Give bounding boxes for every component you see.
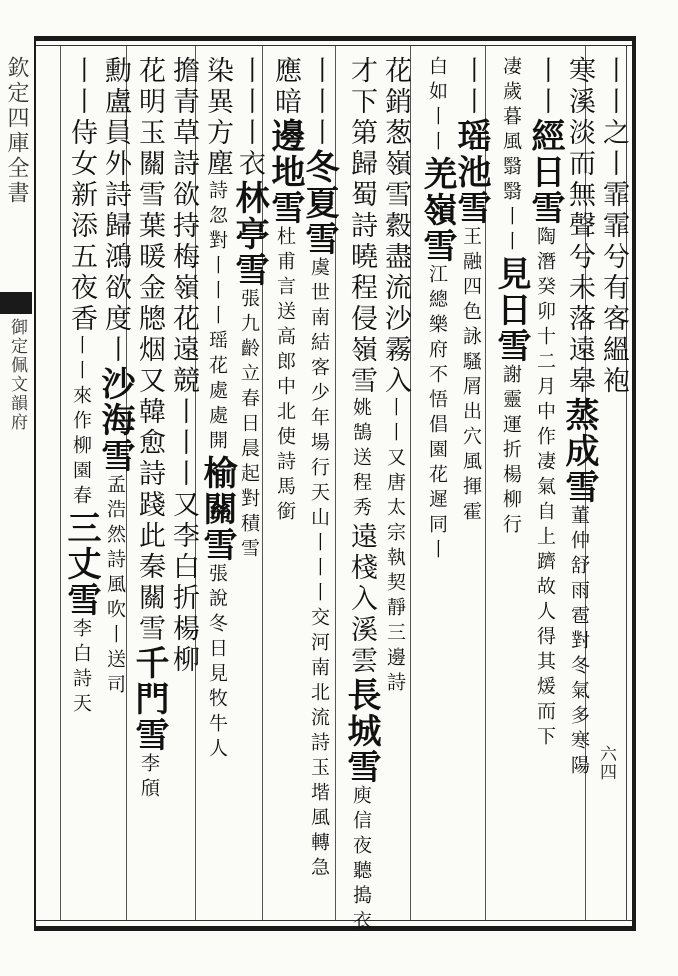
annotation-text: 詩玉堦風轉急: [308, 732, 330, 882]
entry-heading: 千門雪: [129, 645, 169, 753]
annotation-text: 姚鵠送程秀: [350, 397, 372, 522]
text-column: [342, 56, 380, 935]
body-text: 勳盧員外詩歸鴻欲度丨: [100, 56, 131, 366]
margin-book-title: 欽定四庫全書: [4, 56, 29, 206]
body-text: 染異方塵: [202, 56, 233, 180]
text-column: [492, 56, 530, 539]
frame-bottom-border: [34, 926, 636, 931]
frame-right-border: [632, 36, 636, 931]
text-column: [594, 56, 632, 397]
body-text: 寒溪淡而無聲兮未落遠皋: [564, 56, 595, 397]
text-column: [164, 56, 202, 676]
entry-heading: 邊地雪: [265, 118, 305, 226]
text-column: [266, 56, 304, 526]
annotation-text: 陶潛癸卯十二月中作凄: [534, 226, 556, 476]
entry-heading: 羌嶺雪: [417, 156, 457, 264]
annotation-text: 丨丨來作柳園春: [70, 335, 92, 510]
text-column: [198, 56, 236, 763]
annotation-text: 董仲舒雨雹對冬氣多寒陽: [568, 505, 590, 780]
annotation-text: 詩忽對丨丨丨瑶花處處開: [206, 180, 228, 455]
entry-heading: 蒸成雪: [559, 397, 599, 505]
body-text: 丨丨: [530, 56, 561, 118]
annotation-text: 虞世南結客少年場行天山丨丨丨交河南北流: [308, 257, 330, 732]
annotation-text: 李白詩天: [70, 618, 92, 718]
annotation-text: 江總樂府不悟倡園花遲同丨: [426, 264, 448, 564]
text-column: [560, 56, 598, 780]
body-text: 才下第歸蜀詩曉程侵嶺雪: [346, 56, 377, 397]
entry-heading: 冬夏雪: [299, 149, 339, 257]
annotation-text: 孟浩然詩風吹丨: [104, 474, 126, 649]
text-column: [376, 56, 414, 697]
frame-bottom-inner-line: [34, 920, 636, 921]
body-text: 丨丨侍女新添五夜香: [66, 56, 97, 335]
annotation-text: 張說冬日: [206, 563, 228, 663]
text-column: [526, 56, 564, 751]
column-rule: [60, 46, 61, 920]
body-text: 丨丨丨: [304, 56, 335, 149]
annotation-text: 凄歲暮風翳翳丨丨: [500, 56, 522, 256]
text-column: [418, 56, 456, 564]
page-number: 六四: [596, 745, 616, 781]
body-text: 應暗: [270, 56, 301, 118]
body-text: 丨丨之丨霏霏兮有客縕袍: [598, 56, 629, 397]
annotation-text: 庾信夜聽搗衣: [350, 785, 372, 935]
frame-left-border: [34, 36, 36, 931]
text-column: [62, 56, 100, 718]
text-column: [130, 56, 168, 803]
entry-heading: 經日雪: [525, 118, 565, 226]
body-text: 丨丨丨衣: [234, 56, 265, 180]
entry-heading: 林亭雪: [229, 180, 269, 288]
entry-heading: 瑶池雪: [451, 118, 491, 226]
annotation-text: 李頎: [138, 753, 160, 803]
annotation-text: 騷屑出穴風揮霍: [460, 351, 482, 526]
annotation-text: 丨丨又唐太宗執契靜三邊詩: [384, 397, 406, 697]
annotation-text: 白如丨丨: [426, 56, 448, 156]
annotation-text: 杜甫言送高郎中北使詩馬銜: [274, 226, 296, 526]
annotation-text: 張九齡立春日晨起對積雪: [238, 288, 260, 563]
text-column: [300, 56, 338, 882]
entry-heading: 三丈雪: [61, 510, 101, 618]
margin-fish-tail-mark: [0, 292, 32, 314]
entry-heading: 榆關雪: [197, 455, 237, 563]
body-text: 花明玉關雪葉暖金牕烟又韓愈詩踐此秦關雪: [134, 56, 165, 645]
body-text: 花銷葱嶺雪縠盡流沙霧入: [380, 56, 411, 397]
entry-heading: 長城雪: [341, 677, 381, 785]
body-text: 遠棧入溪雲: [346, 522, 377, 677]
annotation-text: 王融四色詠: [460, 226, 482, 351]
frame-top-border: [34, 36, 636, 41]
annotation-text: 送司: [104, 649, 126, 699]
annotation-text: 見牧牛人: [206, 663, 228, 763]
margin-section-title: 御定佩文韻府: [7, 318, 27, 432]
text-column: [96, 56, 134, 699]
entry-heading: 見日雪: [491, 256, 531, 364]
entry-heading: 沙海雪: [95, 366, 135, 474]
annotation-text: 謝靈運折楊柳行: [500, 364, 522, 539]
annotation-text: 氣自上躋故人得其煖而下: [534, 476, 556, 751]
body-text: 擔青草詩欲持梅嶺花遠競丨丨丨又李白折楊柳: [168, 56, 199, 676]
body-text: 丨丨: [456, 56, 487, 118]
text-column: [452, 56, 490, 526]
